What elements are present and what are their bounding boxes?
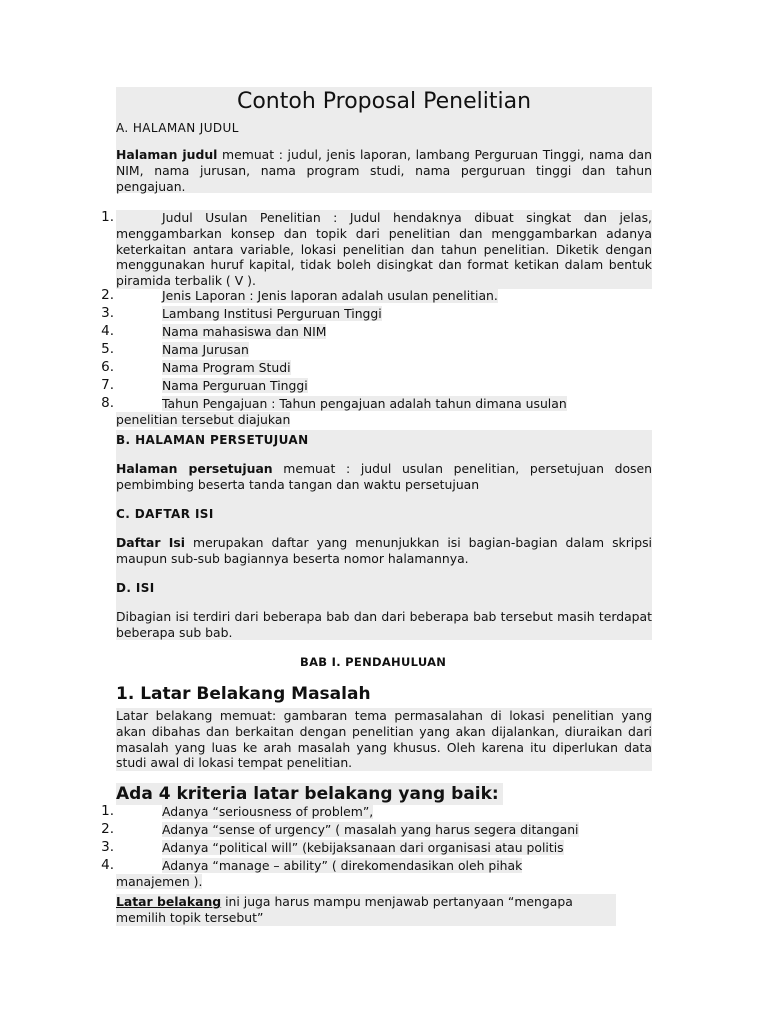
list-a-number-2: 2. <box>101 287 114 303</box>
list-a-item-4-text: Nama mahasiswa dan NIM <box>162 324 327 339</box>
latar-belakang-heading: 1. Latar Belakang Masalah <box>116 684 371 704</box>
list-a-item-3-text: Lambang Institusi Perguruan Tinggi <box>162 306 382 321</box>
list-a-item-1-text: Judul Usulan Penelitian : Judul hendaknya dibuat singkat dan jelas, menggambarkan konsep dan topik dari penelitian dan menggambarkan adanya keterkaitan antara variable, lokasi penelitian dan tahun penelitian. Diketik dengan menggunakan huruf kapital, tidak boleh disingkat dan format ketikan dalam bentuk piramida terbalik ( V ). <box>116 210 652 289</box>
section-b-text: memuat : judul usulan penelitian, persetujuan dosen pembimbing beserta tanda tangan dan waktu persetujuan <box>116 461 652 492</box>
kriteria-number-4: 4. <box>101 857 114 873</box>
section-c-paragraph <box>116 535 652 567</box>
list-a-item-2 <box>116 288 498 304</box>
list-a-item-8-text: Tahun Pengajuan : Tahun pengajuan adalah tahun dimana usulan <box>162 396 567 411</box>
kriteria-item-3-text: Adanya “political will” (kebijaksanaan dari organisasi atau politis <box>162 840 564 855</box>
section-d-heading: D. ISI <box>116 581 155 595</box>
section-b-lead: Halaman persetujuan <box>116 461 273 476</box>
section-c-text: merupakan daftar yang menunjukkan isi bagian-bagian dalam skripsi maupun sub-sub bagiannya beserta nomor halamannya. <box>116 535 652 566</box>
list-a-number-4: 4. <box>101 323 114 339</box>
section-b-heading: B. HALAMAN PERSETUJUAN <box>116 433 309 447</box>
list-a-item-6-text: Nama Program Studi <box>162 360 291 375</box>
list-a-number-1: 1. <box>101 209 114 225</box>
list-a-number-3: 3. <box>101 305 114 321</box>
section-b-paragraph <box>116 461 652 493</box>
section-a-block <box>116 117 652 193</box>
kriteria-item-1-text: Adanya “seriousness of problem”, <box>162 804 374 819</box>
kriteria-number-1: 1. <box>101 803 114 819</box>
section-c-heading: C. DAFTAR ISI <box>116 507 214 521</box>
list-a-item-7-text: Nama Perguruan Tinggi <box>162 378 308 393</box>
list-a-item-8 <box>116 396 567 412</box>
page-title: Contoh Proposal Penelitian <box>116 87 652 117</box>
kriteria-item-4-cont <box>116 874 202 890</box>
kriteria-item-3 <box>116 840 564 856</box>
kriteria-number-2: 2. <box>101 821 114 837</box>
list-a-item-4 <box>116 324 326 340</box>
list-a-item-2-text: Jenis Laporan : Jenis laporan adalah usulan penelitian. <box>162 288 498 303</box>
kriteria-item-1 <box>116 804 373 820</box>
kriteria-item-4-text: Adanya “manage – ability” ( direkomendasikan oleh pihak <box>162 858 523 873</box>
kriteria-item-2 <box>116 822 579 838</box>
list-a-number-5: 5. <box>101 341 114 357</box>
closing-lead: Latar belakang <box>116 894 222 909</box>
section-d-paragraph: Dibagian isi terdiri dari beberapa bab dan dari beberapa bab tersebut masih terdapat beberapa sub bab. <box>116 609 652 640</box>
list-a-item-5 <box>116 342 249 358</box>
section-c-lead: Daftar Isi <box>116 535 186 550</box>
kriteria-heading: Ada 4 kriteria latar belakang yang baik: <box>116 783 503 805</box>
closing-paragraph <box>116 894 616 926</box>
list-a-item-6 <box>116 360 291 376</box>
kriteria-item-2-text: Adanya “sense of urgency” ( masalah yang harus segera ditangani <box>162 822 579 837</box>
chapter-heading: BAB I. PENDAHULUAN <box>300 655 447 669</box>
section-a-paragraph <box>116 147 652 194</box>
list-a-number-6: 6. <box>101 359 114 375</box>
list-a-item-7 <box>116 378 308 394</box>
list-a-item-8-text-cont: penelitian tersebut diajukan <box>116 412 291 427</box>
list-a-item-5-text: Nama Jurusan <box>162 342 249 357</box>
list-a-item-3 <box>116 306 382 322</box>
kriteria-item-4 <box>116 858 522 874</box>
section-a-text: memuat : judul, jenis laporan, lambang Perguruan Tinggi, nama dan NIM, nama jurusan, nama program studi, nama perguruan tinggi dan tahun pengajuan. <box>116 147 652 194</box>
section-a-lead: Halaman judul <box>116 147 218 162</box>
list-a-item-1 <box>116 210 652 289</box>
kriteria-item-4-text-cont: manajemen ). <box>116 874 203 889</box>
list-a-number-8: 8. <box>101 395 114 411</box>
list-a-number-7: 7. <box>101 377 114 393</box>
closing-text: ini juga harus mampu menjawab pertanyaan “mengapa memilih topik tersebut” <box>116 894 573 925</box>
latar-belakang-paragraph: Latar belakang memuat: gambaran tema permasalahan di lokasi penelitian yang akan dibahas dan berkaitan dengan penelitian yang akan dijalankan, diuraikan dari masalah yang luas ke arah masalah yang khusus. Oleh karena itu diperlukan data studi awal di lokasi tempat penelitian. <box>116 708 652 771</box>
section-a-heading: A. HALAMAN JUDUL <box>116 121 239 135</box>
kriteria-number-3: 3. <box>101 839 114 855</box>
list-a-item-8-cont <box>116 412 290 428</box>
